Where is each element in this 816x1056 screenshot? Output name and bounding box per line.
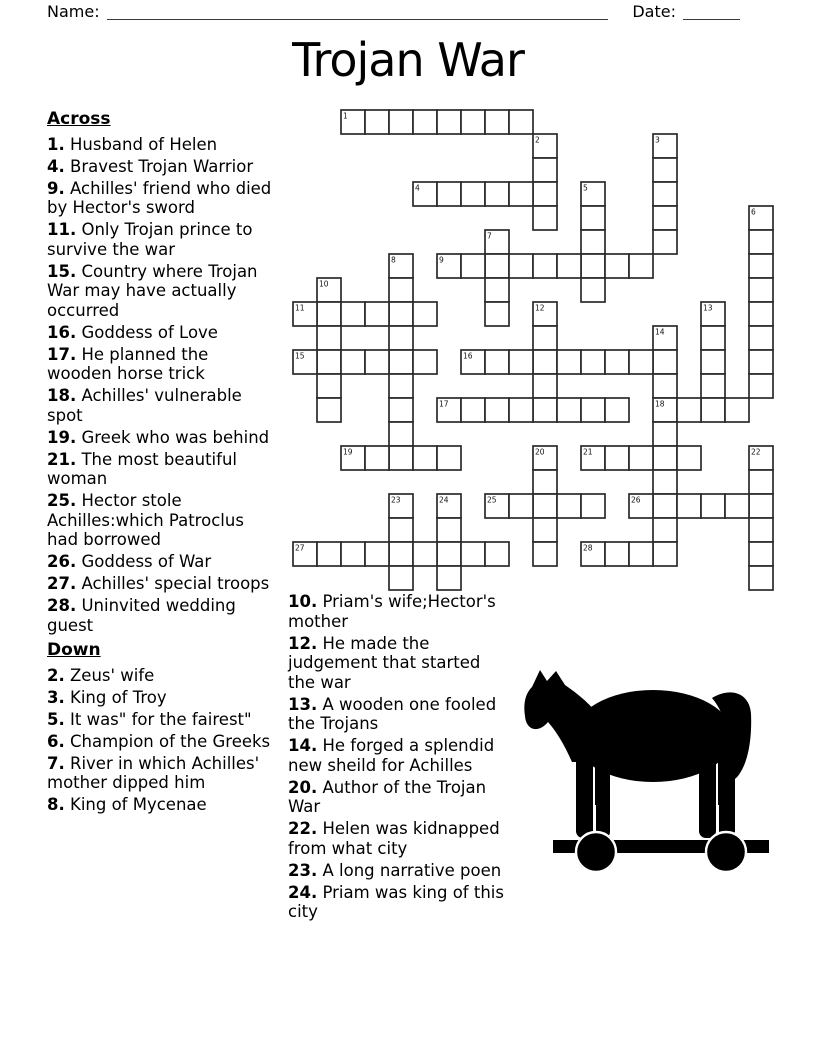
- clue: [47, 688, 273, 708]
- cell-number: 25: [487, 495, 497, 505]
- grid-cell: [341, 350, 365, 374]
- clue-text: Author of the Trojan War: [288, 777, 487, 816]
- grid-cell: [365, 110, 389, 134]
- clue-number: 2.: [47, 665, 65, 685]
- grid-cell: [581, 230, 605, 254]
- grid-cell: [461, 542, 485, 566]
- grid-cell: [749, 566, 773, 590]
- grid-cell: [389, 374, 413, 398]
- grid-cell: [533, 374, 557, 398]
- grid-cell: [749, 254, 773, 278]
- grid-cell: [533, 494, 557, 518]
- grid-cell: [509, 494, 533, 518]
- grid-cell: [533, 542, 557, 566]
- grid-cell: [653, 422, 677, 446]
- grid-cell: [413, 446, 437, 470]
- down-heading: Down: [47, 640, 101, 660]
- cell-number: 27: [295, 543, 305, 553]
- grid-cell: [389, 110, 413, 134]
- grid-cell: [749, 350, 773, 374]
- grid-cell: [653, 350, 677, 374]
- grid-cell: [653, 374, 677, 398]
- cell-number: 24: [439, 495, 449, 505]
- clue-text: Only Trojan prince to survive the war: [47, 220, 253, 259]
- grid-cell: [605, 446, 629, 470]
- clue-number: 4.: [47, 156, 65, 176]
- grid-cell: [461, 254, 485, 278]
- clue-number: 25.: [47, 491, 77, 510]
- grid-cell: [389, 350, 413, 374]
- grid-cell: [629, 542, 653, 566]
- grid-cell: [725, 398, 749, 422]
- grid-cell: [389, 302, 413, 326]
- clue-text: Achilles' special troops: [76, 574, 270, 593]
- grid-cell: [485, 254, 509, 278]
- grid-cell: [749, 302, 773, 326]
- grid-cell: [389, 518, 413, 542]
- grid-cell: [653, 158, 677, 182]
- cell-number: 15: [295, 351, 305, 361]
- grid-cell: [413, 110, 437, 134]
- grid-cell: [749, 542, 773, 566]
- grid-cell: [605, 542, 629, 566]
- grid-cell: [317, 326, 341, 350]
- cell-number: 16: [463, 351, 473, 361]
- clue-column-right: [288, 592, 512, 924]
- clue-number: 27.: [47, 574, 77, 593]
- grid-cell: [509, 254, 533, 278]
- cell-number: 22: [751, 447, 761, 457]
- clue: [288, 592, 512, 631]
- clue-text: A long narrative poen: [317, 860, 502, 880]
- grid-cell: [677, 494, 701, 518]
- grid-cell: [413, 542, 437, 566]
- clue-number: 17.: [47, 344, 77, 364]
- cell-number: 3: [655, 135, 660, 145]
- grid-cell: [581, 278, 605, 302]
- clue-text: King of Troy: [64, 687, 167, 707]
- cell-number: 1: [343, 111, 348, 121]
- grid-cell: [437, 566, 461, 590]
- clue-text: Husband of Helen: [64, 134, 218, 154]
- grid-cell: [485, 302, 509, 326]
- grid-cell: [749, 494, 773, 518]
- cell-number: 11: [295, 303, 305, 313]
- clue: [47, 262, 273, 321]
- grid-cell: [509, 182, 533, 206]
- cell-number: 20: [535, 447, 545, 457]
- grid-cell: [701, 398, 725, 422]
- grid-cell: [533, 470, 557, 494]
- clue-number: 3.: [47, 687, 65, 707]
- grid-cell: [509, 398, 533, 422]
- grid-cell: [533, 158, 557, 182]
- grid-cell: [461, 110, 485, 134]
- grid-cell: [317, 374, 341, 398]
- cell-number: 23: [391, 495, 401, 505]
- cell-number: 12: [535, 303, 545, 313]
- grid-cell: [533, 206, 557, 230]
- grid-cell: [389, 542, 413, 566]
- grid-cell: [581, 254, 605, 278]
- cell-number: 28: [583, 543, 593, 553]
- clue: [288, 819, 512, 858]
- clue-number: 10.: [288, 592, 318, 611]
- grid-cell: [653, 206, 677, 230]
- worksheet-header: [47, 3, 740, 21]
- clue-column-left: [47, 110, 273, 817]
- grid-cell: [365, 302, 389, 326]
- clue-number: 13.: [288, 694, 318, 714]
- grid-cell: [389, 278, 413, 302]
- clue: [47, 574, 273, 594]
- clue: [47, 710, 273, 730]
- clue: [47, 552, 273, 572]
- clue-number: 11.: [47, 220, 77, 239]
- grid-cell: [317, 302, 341, 326]
- cell-number: 26: [631, 495, 641, 505]
- clue-text: It was" for the fairest": [64, 709, 252, 729]
- grid-cell: [485, 350, 509, 374]
- grid-cell: [749, 374, 773, 398]
- grid-cell: [485, 278, 509, 302]
- clue: [47, 450, 273, 489]
- clue: [288, 861, 512, 881]
- grid-cell: [437, 110, 461, 134]
- grid-cell: [533, 350, 557, 374]
- grid-cell: [485, 182, 509, 206]
- grid-cell: [461, 398, 485, 422]
- clue-text: The most beautiful woman: [47, 449, 237, 488]
- grid-cell: [389, 422, 413, 446]
- grid-cell: [653, 494, 677, 518]
- grid-cell: [581, 206, 605, 230]
- clue-text: He forged a splendid new sheild for Achilles: [288, 736, 495, 775]
- clue: [47, 428, 273, 448]
- clue-number: 21.: [47, 449, 77, 469]
- clue-number: 1.: [47, 134, 65, 154]
- across-heading: Across: [47, 109, 111, 129]
- clue-number: 14.: [288, 736, 318, 755]
- cell-number: 2: [535, 135, 540, 145]
- grid-cell: [629, 350, 653, 374]
- date-label: Date:: [632, 2, 676, 21]
- grid-cell: [533, 182, 557, 206]
- clue: [47, 323, 273, 343]
- grid-cell: [605, 398, 629, 422]
- grid-cell: [437, 182, 461, 206]
- grid-cell: [437, 518, 461, 542]
- grid-cell: [629, 446, 653, 470]
- clue: [47, 386, 273, 425]
- clue: [47, 157, 273, 177]
- grid-cell: [749, 470, 773, 494]
- clue: [288, 883, 512, 922]
- clue: [47, 179, 273, 218]
- grid-cell: [653, 470, 677, 494]
- clue-text: Zeus' wife: [64, 665, 155, 685]
- grid-cell: [389, 398, 413, 422]
- clue: [47, 345, 273, 384]
- grid-cell: [389, 566, 413, 590]
- grid-cell: [533, 254, 557, 278]
- cell-number: 9: [439, 255, 444, 265]
- clue-number: 8.: [47, 795, 65, 814]
- clue-text: Uninvited wedding guest: [47, 596, 236, 635]
- clue-number: 12.: [288, 633, 318, 653]
- clue-text: Helen was kidnapped from what city: [288, 819, 500, 858]
- cell-number: 5: [583, 183, 588, 193]
- clue-text: He planned the wooden horse trick: [47, 344, 209, 383]
- down-clue-list-part2: [288, 592, 512, 922]
- clue-text: Greek who was behind: [76, 427, 270, 447]
- clue: [47, 732, 273, 752]
- clue-number: 24.: [288, 882, 318, 902]
- grid-cell: [653, 182, 677, 206]
- name-label: Name:: [47, 2, 100, 21]
- grid-cell: [413, 302, 437, 326]
- clue-number: 9.: [47, 178, 65, 198]
- grid-cell: [701, 326, 725, 350]
- grid-cell: [413, 350, 437, 374]
- clue-text: River in which Achilles' mother dipped him: [47, 753, 260, 792]
- cell-number: 8: [391, 255, 396, 265]
- clue-text: Priam was king of this city: [288, 882, 504, 921]
- down-clue-list-part1: [47, 666, 273, 815]
- clue-text: Hector stole Achilles:which Patroclus had borrowed: [47, 491, 244, 549]
- grid-cell: [605, 254, 629, 278]
- grid-cell: [701, 494, 725, 518]
- cell-number: 21: [583, 447, 593, 457]
- clue: [47, 754, 273, 793]
- grid-cell: [653, 446, 677, 470]
- cell-number: 17: [439, 399, 449, 409]
- clue-text: Country where Trojan War may have actually occurred: [47, 261, 258, 320]
- grid-cell: [485, 398, 509, 422]
- name-blank-line: [107, 5, 609, 20]
- grid-cell: [533, 398, 557, 422]
- clue-number: 16.: [47, 322, 77, 342]
- clue-number: 28.: [47, 596, 77, 615]
- clue: [47, 666, 273, 686]
- grid-cell: [677, 446, 701, 470]
- grid-cell: [605, 350, 629, 374]
- grid-cell: [461, 182, 485, 206]
- clue-text: A wooden one fooled the Trojans: [288, 694, 497, 733]
- cell-number: 19: [343, 447, 353, 457]
- clue-number: 26.: [47, 552, 77, 571]
- grid-cell: [701, 374, 725, 398]
- date-blank-line: [683, 5, 740, 20]
- clue-number: 20.: [288, 777, 318, 797]
- grid-cell: [653, 542, 677, 566]
- clue: [47, 220, 273, 259]
- clue-text: Priam's wife;Hector's mother: [288, 592, 496, 631]
- grid-cell: [365, 446, 389, 470]
- grid-cell: [557, 350, 581, 374]
- grid-cell: [749, 278, 773, 302]
- cell-number: 18: [655, 399, 665, 409]
- cell-number: 4: [415, 183, 420, 193]
- clue-number: 6.: [47, 731, 65, 751]
- cell-number: 7: [487, 231, 492, 241]
- clue-text: Goddess of War: [76, 552, 212, 571]
- grid-cell: [389, 446, 413, 470]
- trojan-horse-icon: [520, 660, 816, 900]
- page-title: Trojan War: [292, 33, 524, 87]
- cell-number: 14: [655, 327, 665, 337]
- grid-cell: [341, 302, 365, 326]
- grid-cell: [629, 254, 653, 278]
- grid-cell: [485, 110, 509, 134]
- cell-number: 10: [319, 279, 329, 289]
- clue-text: Goddess of Love: [76, 322, 218, 342]
- grid-cell: [341, 542, 365, 566]
- grid-cell: [653, 518, 677, 542]
- grid-cell: [749, 518, 773, 542]
- grid-cell: [677, 398, 701, 422]
- grid-cell: [581, 494, 605, 518]
- clue: [47, 491, 273, 550]
- clue: [47, 795, 273, 815]
- clue-text: Achilles' friend who died by Hector's sword: [47, 178, 272, 217]
- clue-number: 5.: [47, 709, 65, 729]
- grid-cell: [725, 494, 749, 518]
- grid-cell: [581, 350, 605, 374]
- grid-cell: [557, 254, 581, 278]
- grid-cell: [533, 326, 557, 350]
- grid-cell: [365, 350, 389, 374]
- clue-text: He made the judgement that started the war: [288, 633, 481, 692]
- grid-cell: [317, 398, 341, 422]
- crossword-grid: [292, 109, 774, 591]
- grid-cell: [317, 542, 341, 566]
- grid-cell: [509, 350, 533, 374]
- clue: [288, 634, 512, 693]
- clue: [288, 736, 512, 775]
- clue: [47, 596, 273, 635]
- clue-text: Achilles' vulnerable spot: [47, 386, 242, 425]
- grid-cell: [317, 350, 341, 374]
- grid-cell: [581, 398, 605, 422]
- clue: [47, 135, 273, 155]
- grid-cell: [437, 542, 461, 566]
- horse-wheel-right: [706, 832, 746, 872]
- clue-number: 15.: [47, 261, 77, 281]
- grid-cell: [485, 542, 509, 566]
- across-clue-list: [47, 135, 273, 636]
- horse-wheel-left: [576, 832, 616, 872]
- grid-cell: [509, 110, 533, 134]
- cell-number: 6: [751, 207, 756, 217]
- grid-cell: [749, 230, 773, 254]
- clue: [288, 695, 512, 734]
- grid-cell: [365, 542, 389, 566]
- grid-cell: [557, 494, 581, 518]
- clue-text: Bravest Trojan Warrior: [64, 156, 254, 176]
- cell-number: 13: [703, 303, 713, 313]
- clue-number: 7.: [47, 753, 65, 773]
- grid-cell: [557, 398, 581, 422]
- grid-cell: [389, 326, 413, 350]
- clue-number: 23.: [288, 860, 318, 880]
- grid-cell: [437, 446, 461, 470]
- clue: [288, 778, 512, 817]
- clue-number: 22.: [288, 819, 318, 838]
- clue-number: 18.: [47, 386, 77, 405]
- grid-cell: [749, 326, 773, 350]
- grid-cell: [701, 350, 725, 374]
- clue-number: 19.: [47, 427, 77, 447]
- clue-text: Champion of the Greeks: [64, 731, 271, 751]
- grid-cell: [533, 518, 557, 542]
- grid-cell: [653, 230, 677, 254]
- clue-text: King of Mycenae: [64, 795, 207, 814]
